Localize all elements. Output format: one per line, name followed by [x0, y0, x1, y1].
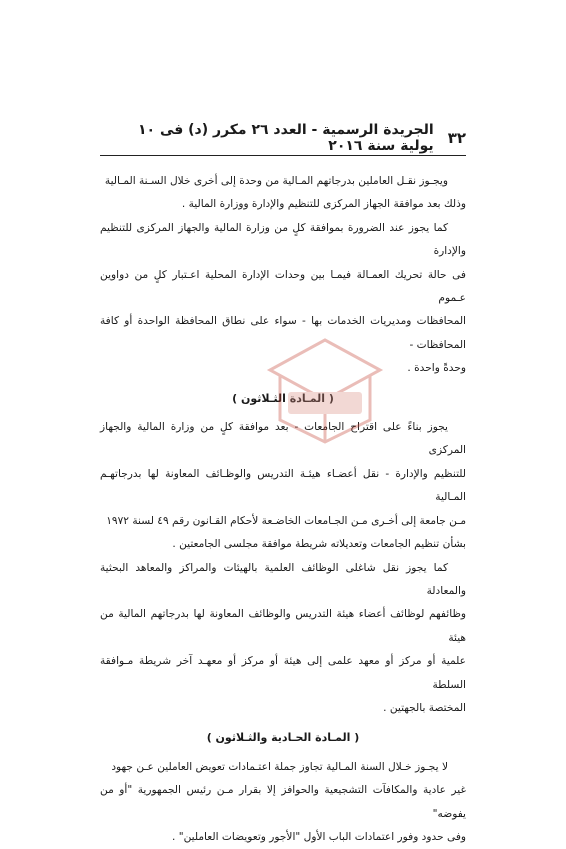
paragraph-compensation: [100, 756, 466, 849]
paragraph-universities: [100, 416, 466, 556]
page-number: ٣٢: [447, 129, 466, 147]
text-line: كما يجوز عند الضرورة بموافقة كلٍ من وزارة المالية والجهاز المركزى للتنظيم والإدارة: [100, 221, 466, 258]
text-line: فى حالة تحريك العمـالة فيمـا بين وحدات الإدارة المحلية اعـتبار كلٍ من دواوين عـموم: [100, 268, 466, 305]
text-line: للتنظيم والإدارة - نقل أعضـاء هيئـة التدريس والوظـائف المعاونة لها بدرجاتهـم المـالية: [100, 467, 466, 504]
article-30-heading: ( المـادة الثـلاثون ): [232, 391, 334, 405]
text-line: مـن جامعة إلى أخـرى مـن الجـامعات الخاضـعة لأحكام القـانون رقم ٤٩ لسنة ١٩٧٢: [106, 514, 466, 527]
page-header: [100, 122, 466, 154]
text-line: غير عادية والمكافآت التشجيعية والحوافز إلا بقرار مـن رئيس الجمهورية "أو من يفوضه": [100, 784, 466, 820]
paragraph-local-admin: [100, 217, 466, 381]
text-line: لا يجـوز خـلال السنة المـالية تجاوز جملة اعتـمادات تعويض العاملين عـن جهود: [111, 760, 448, 773]
text-line: وفى حدود وفور اعتمادات الباب الأول "الأجور وتعويضات العاملين" .: [171, 830, 466, 843]
text-line: وظائفهم لوظائف أعضاء هيئة التدريس والوظائف المعاونة لها بدرجاتهم المالية من هيئة: [100, 608, 466, 644]
text-line: يجوز بناءً على اقتراح الجامعات - بعد موافقة كلٍ من وزارة المالية والجهاز المركزى: [100, 421, 466, 457]
text-line: وذلك بعد موافقة الجهاز المركزى للتنظيم والإدارة ووزارة المالية .: [181, 198, 466, 211]
text-line: بشأن تنظيم الجامعات وتعديلاته شريطة موافقة مجلسى الجامعتين .: [172, 538, 466, 551]
text-line: ويجـوز نقـل العاملين بدرجاتهم المـالية من وحدة إلى أخرى خلال السـنة المـالية: [104, 175, 448, 187]
article-31-heading: ( المـادة الحـادية والثـلاثون ): [206, 731, 360, 745]
text-line: كما يجوز نقل شاغلى الوظائف العلمية بالهيئات والمراكز والمعاهد البحثية والمعادلة: [100, 561, 466, 597]
gazette-title: الجريدة الرسمية - العدد ٢٦ مكرر (د) فى ١٠ يولية سنة ٢٠١٦: [137, 122, 434, 154]
paragraph-transfer-units: [100, 170, 466, 217]
text-line: المختصة بالجهتين .: [383, 701, 466, 714]
text-line: وحدةً واحدة .: [407, 362, 466, 375]
text-line: علمية أو مركز أو معهد علمى إلى هيئة أو مركز أو معهـد آخر شريطة مـوافقة السلطة: [100, 655, 466, 691]
text-line: المحافظات ومديريات الخدمات بها - سواء على نطاق المحافظة الواحدة أو كافة المحافظات -: [100, 315, 466, 351]
paragraph-research-bodies: [100, 557, 466, 721]
header-rule: [100, 155, 466, 156]
document-body: [100, 170, 466, 849]
